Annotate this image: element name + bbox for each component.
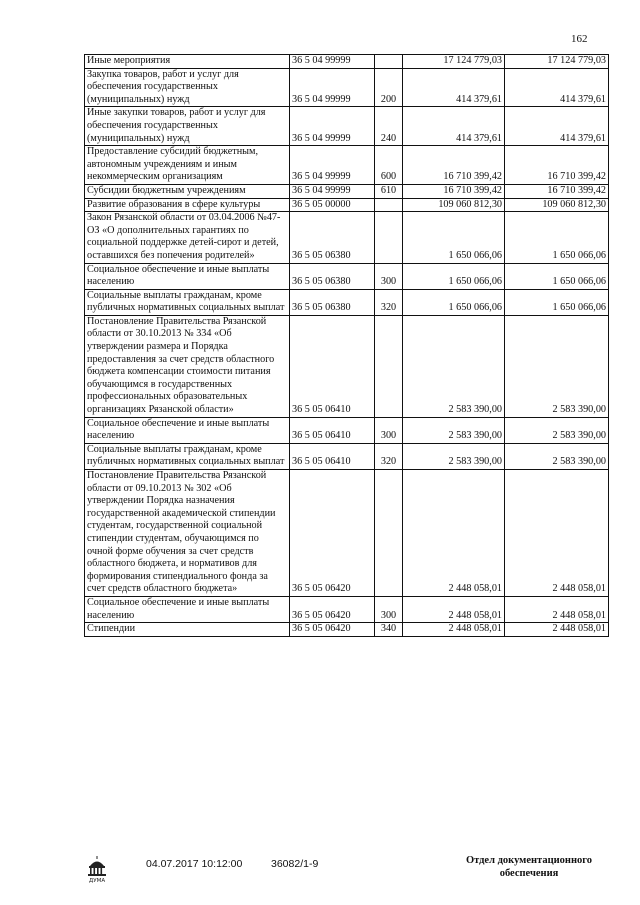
row-sum1-cell: 414 379,61 xyxy=(403,107,505,146)
footer-datetime: 04.07.2017 10:12:00 xyxy=(146,858,243,870)
table-row xyxy=(85,470,609,597)
row-sum2-cell: 16 710 399,42 xyxy=(505,146,609,185)
table-row xyxy=(85,315,609,417)
table-row xyxy=(85,107,609,146)
row-code-cell: 36 5 04 99999 xyxy=(290,107,375,146)
table-row xyxy=(85,596,609,622)
row-name-cell: Иные мероприятия xyxy=(85,55,290,69)
row-type-cell: 600 xyxy=(375,146,403,185)
logo-text: ДУМА xyxy=(88,878,106,884)
row-sum2-cell: 2 448 058,01 xyxy=(505,470,609,597)
row-sum2-cell: 414 379,61 xyxy=(505,107,609,146)
row-sum1-cell: 2 448 058,01 xyxy=(403,623,505,637)
row-code-cell: 36 5 04 99999 xyxy=(290,55,375,69)
row-type-cell xyxy=(375,198,403,212)
row-name-cell: Постановление Правительства Рязанской области от 09.10.2013 № 302 «Об утверждении Порядка назначения государственной академической стипендии студентам, государственной социальной стипендии студентам, обучающимся по очной форме обучения за счет средств областного бюджета, и нормативов для формирования стипендиального фонда за счет средств областного бюджета» xyxy=(85,470,290,597)
page-number: 162 xyxy=(571,33,588,45)
row-name-cell: Социальные выплаты гражданам, кроме публичных нормативных социальных выплат xyxy=(85,443,290,469)
table-row xyxy=(85,146,609,185)
row-sum1-cell: 2 583 390,00 xyxy=(403,315,505,417)
row-name-cell: Предоставление субсидий бюджетным, автономным учреждениям и иным некоммерческим организациям xyxy=(85,146,290,185)
row-name-cell: Социальное обеспечение и иные выплаты населению xyxy=(85,596,290,622)
department-line-2: обеспечения xyxy=(499,868,559,879)
page-footer xyxy=(84,852,604,892)
row-name-cell: Постановление Правительства Рязанской области от 30.10.2013 № 334 «Об утверждении размера и Порядка предоставления за счет средств областного бюджета компенсации стоимости питания обучающимся в государственных профессиональных образовательных организациях Рязанской области» xyxy=(85,315,290,417)
table-row xyxy=(85,212,609,263)
table-row xyxy=(85,443,609,469)
row-code-cell: 36 5 05 06410 xyxy=(290,443,375,469)
row-code-cell: 36 5 05 06380 xyxy=(290,263,375,289)
department-line-1: Отдел документационного xyxy=(465,855,593,866)
row-sum1-cell: 1 650 066,06 xyxy=(403,263,505,289)
budget-table xyxy=(84,54,609,637)
row-sum1-cell: 1 650 066,06 xyxy=(403,212,505,263)
row-name-cell: Иные закупки товаров, работ и услуг для обеспечения государственных (муниципальных) нужд xyxy=(85,107,290,146)
row-code-cell: 36 5 05 06410 xyxy=(290,417,375,443)
table-row xyxy=(85,55,609,69)
row-type-cell: 320 xyxy=(375,289,403,315)
row-sum1-cell: 1 650 066,06 xyxy=(403,289,505,315)
row-sum1-cell: 2 583 390,00 xyxy=(403,443,505,469)
row-name-cell: Субсидии бюджетным учреждениям xyxy=(85,184,290,198)
row-code-cell: 36 5 04 99999 xyxy=(290,68,375,107)
row-sum2-cell: 2 583 390,00 xyxy=(505,315,609,417)
row-name-cell: Закупка товаров, работ и услуг для обеспечения государственных (муниципальных) нужд xyxy=(85,68,290,107)
row-code-cell: 36 5 05 06380 xyxy=(290,289,375,315)
table-row xyxy=(85,623,609,637)
budget-table-body xyxy=(85,55,609,637)
row-sum1-cell: 16 710 399,42 xyxy=(403,184,505,198)
row-sum1-cell: 414 379,61 xyxy=(403,68,505,107)
duma-building-icon xyxy=(84,854,110,884)
footer-doc-number: 36082/1-9 xyxy=(271,858,319,870)
row-type-cell xyxy=(375,212,403,263)
row-sum1-cell: 2 448 058,01 xyxy=(403,596,505,622)
row-sum1-cell: 17 124 779,03 xyxy=(403,55,505,69)
row-sum2-cell: 2 583 390,00 xyxy=(505,443,609,469)
row-code-cell: 36 5 05 06410 xyxy=(290,315,375,417)
row-sum2-cell: 1 650 066,06 xyxy=(505,212,609,263)
row-type-cell: 320 xyxy=(375,443,403,469)
table-row xyxy=(85,68,609,107)
row-name-cell: Социальное обеспечение и иные выплаты населению xyxy=(85,263,290,289)
table-row xyxy=(85,184,609,198)
row-sum2-cell: 17 124 779,03 xyxy=(505,55,609,69)
row-code-cell: 36 5 05 06420 xyxy=(290,623,375,637)
table-row xyxy=(85,289,609,315)
row-sum1-cell: 2 448 058,01 xyxy=(403,470,505,597)
row-type-cell: 300 xyxy=(375,263,403,289)
row-type-cell: 300 xyxy=(375,596,403,622)
table-row xyxy=(85,263,609,289)
row-type-cell: 610 xyxy=(375,184,403,198)
row-type-cell: 200 xyxy=(375,68,403,107)
row-type-cell: 300 xyxy=(375,417,403,443)
row-name-cell: Стипендии xyxy=(85,623,290,637)
row-sum2-cell: 2 448 058,01 xyxy=(505,623,609,637)
row-name-cell: Развитие образования в сфере культуры xyxy=(85,198,290,212)
row-code-cell: 36 5 05 06420 xyxy=(290,596,375,622)
footer-department xyxy=(454,854,604,880)
row-name-cell: Социальное обеспечение и иные выплаты населению xyxy=(85,417,290,443)
table-row xyxy=(85,417,609,443)
row-code-cell: 36 5 05 06380 xyxy=(290,212,375,263)
row-code-cell: 36 5 04 99999 xyxy=(290,146,375,185)
row-sum2-cell: 414 379,61 xyxy=(505,68,609,107)
row-name-cell: Закон Рязанской области от 03.04.2006 №47-ОЗ «О дополнительных гарантиях по социальной поддержке детей-сирот и детей, оставшихся без попечения родителей» xyxy=(85,212,290,263)
row-type-cell: 340 xyxy=(375,623,403,637)
row-sum1-cell: 16 710 399,42 xyxy=(403,146,505,185)
row-sum2-cell: 1 650 066,06 xyxy=(505,289,609,315)
row-sum2-cell: 2 583 390,00 xyxy=(505,417,609,443)
row-name-cell: Социальные выплаты гражданам, кроме публичных нормативных социальных выплат xyxy=(85,289,290,315)
row-type-cell xyxy=(375,315,403,417)
row-sum1-cell: 2 583 390,00 xyxy=(403,417,505,443)
row-type-cell xyxy=(375,470,403,597)
row-code-cell: 36 5 04 99999 xyxy=(290,184,375,198)
row-sum1-cell: 109 060 812,30 xyxy=(403,198,505,212)
row-sum2-cell: 16 710 399,42 xyxy=(505,184,609,198)
row-type-cell xyxy=(375,55,403,69)
row-code-cell: 36 5 05 00000 xyxy=(290,198,375,212)
row-type-cell: 240 xyxy=(375,107,403,146)
row-code-cell: 36 5 05 06420 xyxy=(290,470,375,597)
row-sum2-cell: 2 448 058,01 xyxy=(505,596,609,622)
row-sum2-cell: 109 060 812,30 xyxy=(505,198,609,212)
row-sum2-cell: 1 650 066,06 xyxy=(505,263,609,289)
table-row xyxy=(85,198,609,212)
